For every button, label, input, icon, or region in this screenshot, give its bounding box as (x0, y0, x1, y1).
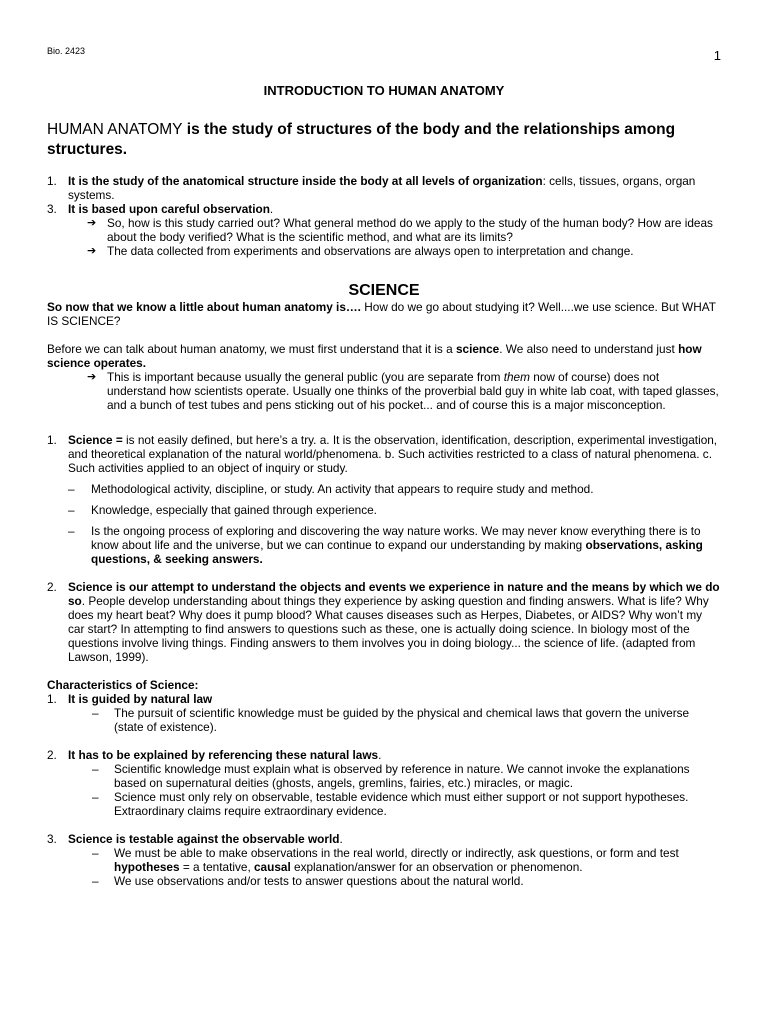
arrow-icon: ➔ (87, 217, 97, 229)
text-run-bold: causal (254, 860, 291, 874)
text-run-italic: them (503, 370, 530, 384)
lead-paragraph (47, 300, 721, 328)
arrow-bullet-item (87, 244, 721, 258)
text-run: . We also need to understand just (499, 342, 679, 356)
list-text (68, 202, 721, 216)
characteristic-item (47, 832, 721, 846)
dash-text: Methodological activity, discipline, or study. An activity that appears to require study and method. (91, 482, 594, 496)
definition-term: HUMAN ANATOMY (47, 121, 183, 138)
dash-text (114, 846, 721, 874)
dash-icon: – (92, 790, 99, 804)
text-run-bold: observations, asking questions, & seeking answers. (91, 538, 703, 566)
arrow-icon: ➔ (87, 245, 97, 257)
list-bold: Science is testable against the observable world (68, 832, 340, 846)
section-heading-science: SCIENCE (348, 282, 420, 299)
list-bold: It has to be explained by referencing these natural laws (68, 748, 379, 762)
arrow-bullet-item (87, 216, 721, 244)
list-rest: : cells, tissues, organs, organ systems. (68, 174, 696, 202)
heading-text: Characteristics of Science: (47, 678, 199, 692)
dash-item (68, 482, 721, 496)
list-rest: . (378, 748, 382, 762)
characteristic-item (47, 692, 721, 706)
dash-item (92, 790, 721, 818)
dash-icon: – (92, 874, 99, 888)
list-bold: It is guided by natural law (68, 692, 213, 706)
list-bold: It is based upon careful observation (68, 202, 270, 216)
list-number: 3. (47, 832, 57, 846)
lead-bold: So now that we know a little about human anatomy is…. (47, 300, 361, 314)
list-number: 1. (47, 433, 57, 447)
list-number: 3. (47, 202, 57, 216)
list-text (68, 748, 721, 762)
arrow-icon: ➔ (87, 371, 97, 383)
dash-icon: – (68, 524, 75, 538)
characteristics-heading (47, 678, 721, 692)
text-run-bold: hypotheses (114, 860, 180, 874)
page-header (47, 46, 721, 62)
definition-text: is the study of structures of the body and the relationships among structures. (47, 121, 676, 158)
text-run-bold: how science operates. (47, 342, 702, 370)
text-run: We must be able to make observations in the real world, directly or indirectly, ask questions, or form and test (114, 846, 679, 860)
text-run: This is important because usually the general public (you are separate from (107, 370, 504, 384)
dash-item (92, 706, 721, 734)
dash-text: Science must only rely on observable, testable evidence which must either support or not support hypotheses. Extraordinary claims require extraordinary evidence. (114, 790, 689, 818)
arrow-text: So, how is this study carried out? What general method do we apply to the study of the human body? How are ideas about the body verified? What is the scientific method, and what are its limits? (107, 216, 713, 244)
text-run: explanation/answer for an observation or phenomenon. (290, 860, 583, 874)
arrow-text: The data collected from experiments and observations are always open to interpretation and change. (107, 244, 634, 258)
dash-icon: – (68, 482, 75, 496)
dash-item (92, 874, 721, 888)
list-number: 2. (47, 748, 57, 762)
dash-icon: – (68, 503, 75, 517)
dash-item (68, 524, 721, 566)
dash-icon: – (92, 706, 99, 720)
dash-item (92, 846, 721, 874)
dash-text: Scientific knowledge must explain what is observed by reference in nature. We cannot invoke the explanations based on supernatural deities (ghosts, angels, gremlins, fairies, etc.) miracles, or magic. (114, 762, 690, 790)
before-paragraph (47, 342, 721, 370)
list-rest: is not easily defined, but here’s a try. a. It is the observation, identification, description, experimental investigation, and theoretical explanation of the natural world/phenomena. b. Such activities restricted to a class of natural phenomena. c. Such activities applied to an object of inquiry or study. (68, 433, 718, 475)
intro-list-item (47, 174, 721, 202)
science-item-1 (47, 433, 721, 475)
list-number: 1. (47, 174, 57, 188)
document-title: INTRODUCTION TO HUMAN ANATOMY (263, 83, 505, 98)
list-text (68, 580, 721, 664)
text-run: now of course) does not understand how scientists operate. Usually one thinks of the proverbial bald guy in white lab coat, with taped glasses, and a bunch of test tubes and pens sticking out of his pocket... and of course this is a major misconception. (107, 370, 719, 412)
science-item-2 (47, 580, 721, 664)
dash-text: Knowledge, especially that gained through experience. (91, 503, 377, 517)
dash-item (68, 503, 721, 517)
text-run-bold: science (455, 342, 500, 356)
list-rest: . (339, 832, 343, 846)
dash-text: The pursuit of scientific knowledge must be guided by the physical and chemical laws that govern the universe (state of existence). (114, 706, 690, 734)
list-bold: It is the study of the anatomical structure inside the body at all levels of organization (68, 174, 543, 188)
dash-icon: – (92, 846, 99, 860)
arrow-bullet-item (87, 370, 721, 412)
list-number: 1. (47, 692, 57, 706)
lead-rest: How do we go about studying it? Well....we use science. But WHAT IS SCIENCE? (47, 300, 716, 328)
list-bold: Science = (68, 433, 127, 447)
text-run: = a tentative, (179, 860, 254, 874)
dash-icon: – (92, 762, 99, 776)
list-text (68, 433, 721, 475)
page-number: 1 (713, 48, 721, 63)
document-body (47, 84, 721, 888)
list-text (68, 174, 721, 202)
list-number: 2. (47, 580, 57, 594)
list-text (68, 692, 721, 706)
intro-list-item (47, 202, 721, 216)
list-rest: . People develop understanding about things they experience by asking question and finding answers. What is life? Why does my heart beat? Why does it pump blood? What causes diseases such as Herpes, Diabetes, or AIDS? Why won’t my car start? In attempting to find answers to questions such as these, one is actually doing science. In biology most of the questions involve living things. Finding answers to them involves you in doing biology... the science of life. (adapted from Lawson, 1999). (68, 594, 709, 664)
dash-text: We use observations and/or tests to answer questions about the natural world. (114, 874, 524, 888)
list-bold: Science is our attempt to understand the objects and events we experience in nature and the means by which we do so (68, 580, 720, 608)
list-rest: . (269, 202, 274, 216)
dash-item (92, 762, 721, 790)
list-text (68, 832, 721, 846)
characteristic-item (47, 748, 721, 762)
arrow-text (107, 370, 721, 412)
text-run: Is the ongoing process of exploring and discovering the way nature works. We may never know everything there is to know about life and the universe, but we can continue to expand our understanding by making (91, 524, 701, 552)
text-run: Before we can talk about human anatomy, we must first understand that it is a (47, 342, 456, 356)
course-code: Bio. 2423 (47, 46, 86, 56)
dash-text (91, 524, 721, 566)
anatomy-definition (47, 120, 721, 160)
